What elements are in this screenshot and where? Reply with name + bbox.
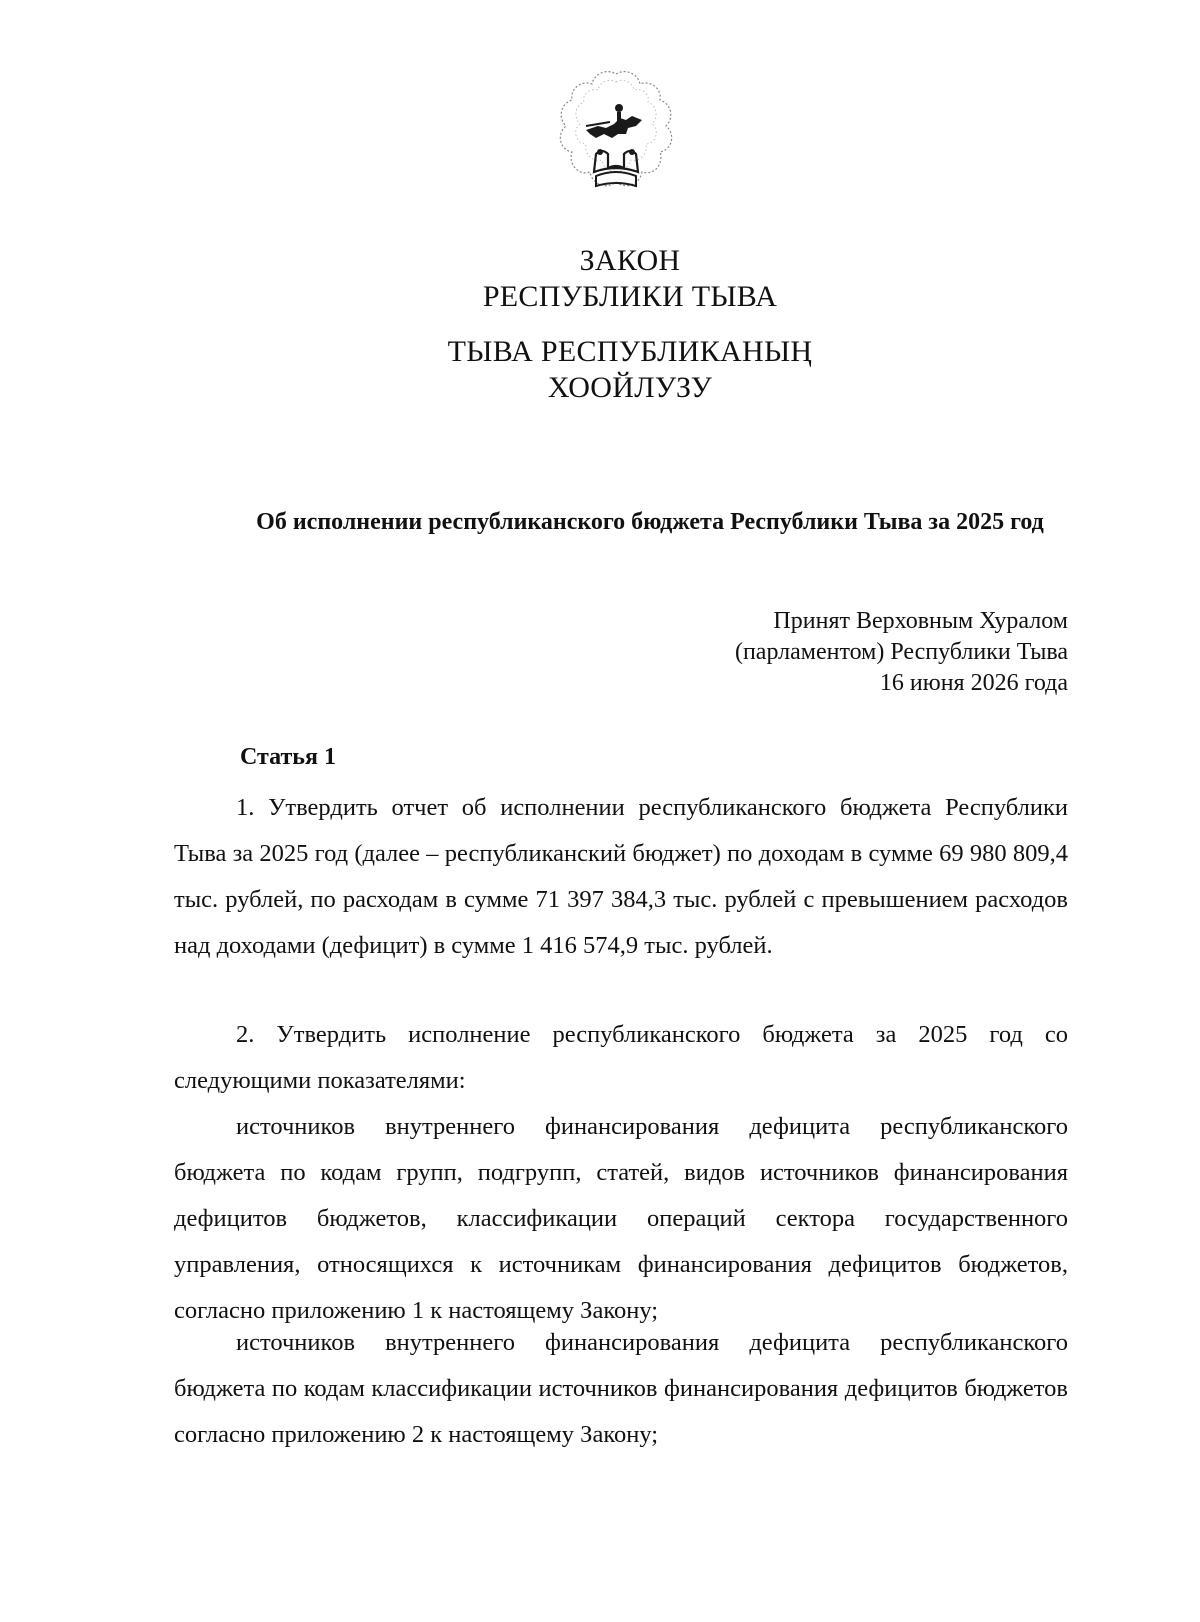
- adoption-line: (парламентом) Республики Тыва: [734, 639, 1068, 665]
- article-paragraph: 2. Утвердить исполнение республиканского бюджета за 2025 год со следующими показателями:: [174, 1021, 1068, 1094]
- adoption-line: Принят Верховным Хуралом: [773, 608, 1068, 634]
- document-subject: Об исполнении республиканского бюджета Республики Тыва за 2025 год: [256, 509, 1044, 535]
- law-title-tuvan: [0, 334, 1200, 406]
- title-line: ЗАКОН: [579, 244, 681, 277]
- adoption-note: [735, 606, 1068, 699]
- article-paragraph: источников внутреннего финансирования дефицита республиканского бюджета по кодам классификации источников финансирования дефицитов бюджетов согласно приложению 2 к настоящему Закону;: [174, 1329, 1068, 1448]
- title-line: РЕСПУБЛИКИ ТЫВА: [482, 280, 778, 313]
- article-paragraph: 1. Утвердить отчет об исполнении республиканского бюджета Республики Тыва за 2025 год (далее – республиканский бюджет) по доходам в сумме 69 980 809,4 тыс. рублей, по расходам в сумме 71 397 384,3 тыс. рублей с превышением расходов над доходами (дефицит) в сумме 1 416 574,9 тыс. рублей.: [174, 794, 1068, 959]
- adoption-date: 16 июня 2026 года: [879, 670, 1068, 696]
- coat-of-arms-icon: [556, 68, 676, 210]
- law-title-russian: [0, 243, 1200, 315]
- title-line: ТЫВА РЕСПУБЛИКАНЫҢ: [447, 335, 813, 368]
- article-heading: Статья 1: [240, 744, 336, 770]
- title-line: ХООЙЛУЗУ: [547, 371, 713, 404]
- article-paragraph: источников внутреннего финансирования дефицита республиканского бюджета по кодам групп, подгрупп, статей, видов источников финансирования дефицитов бюджетов, классификации операций сектора государственного управления, относящихся к источникам финансирования дефицитов бюджетов, согласно приложению 1 к настоящему Закону;: [174, 1113, 1068, 1324]
